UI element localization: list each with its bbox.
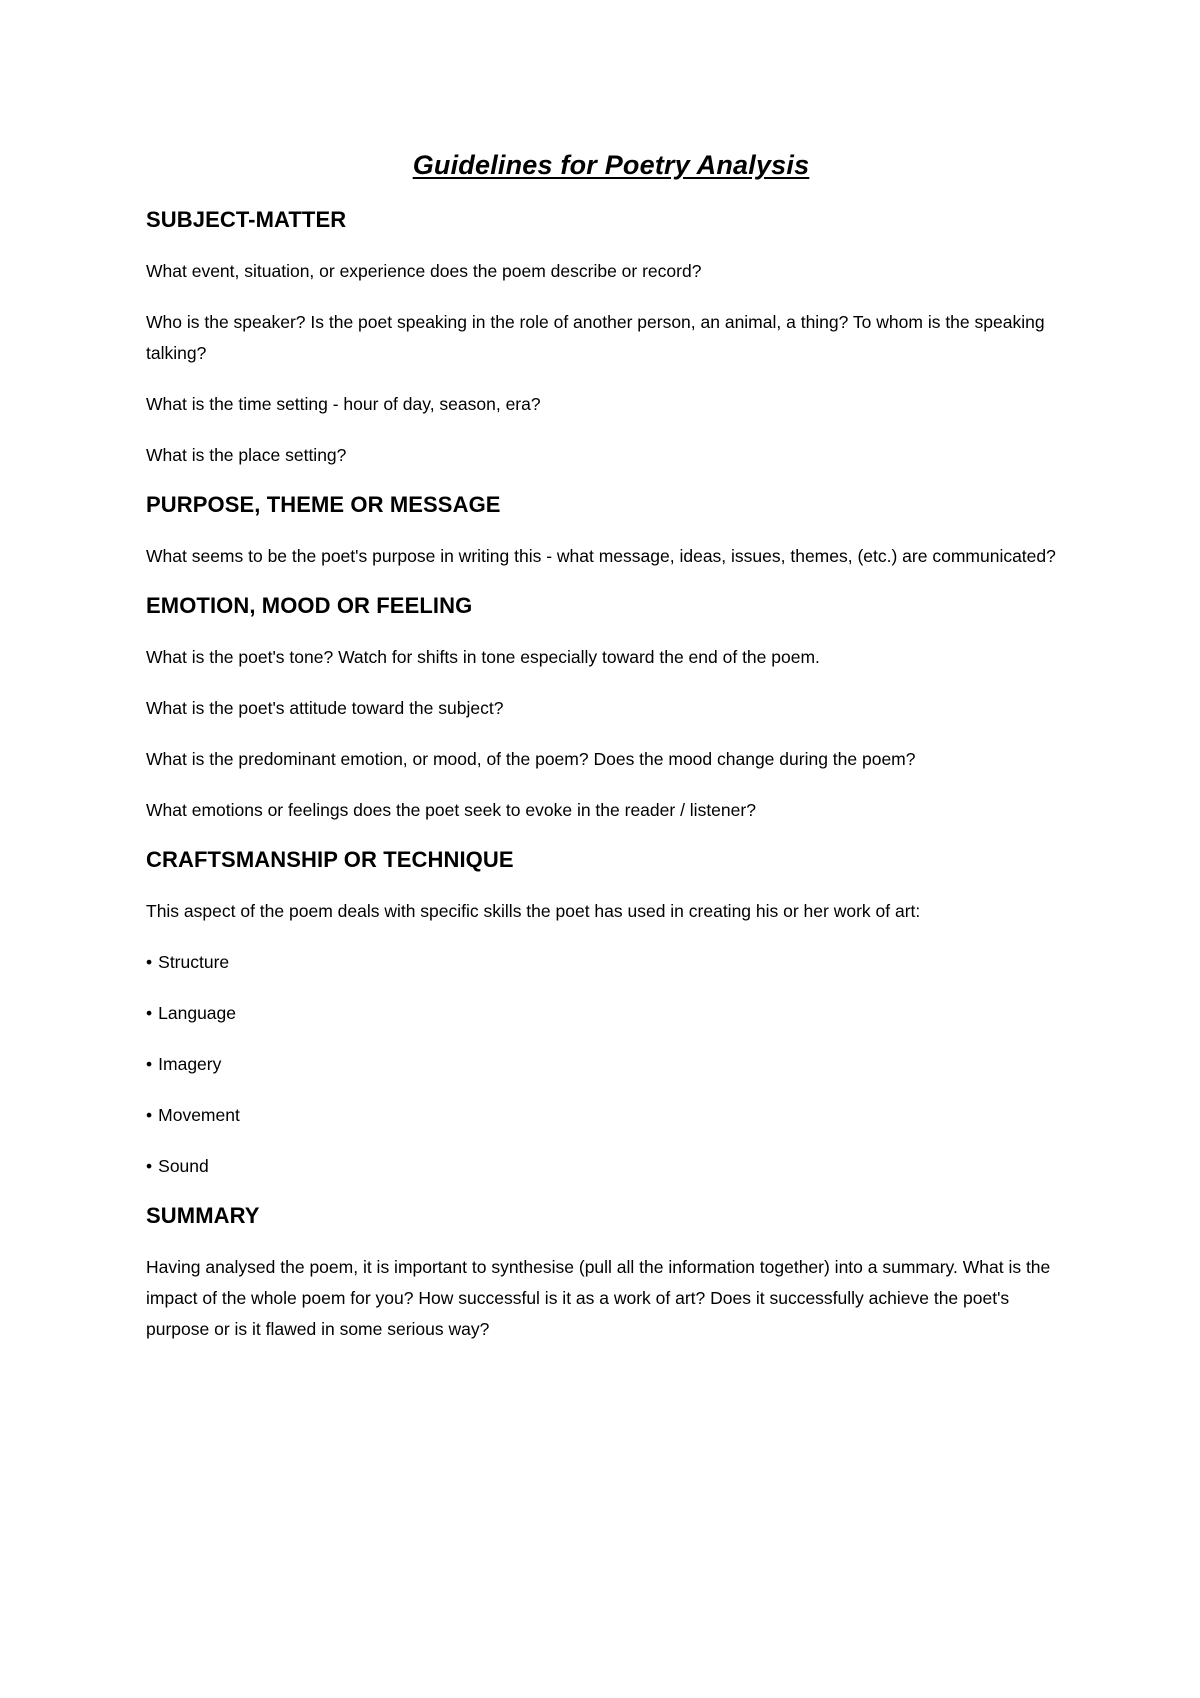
paragraph: What is the time setting - hour of day, season, era?	[146, 394, 541, 414]
list-item-label: Language	[158, 1003, 237, 1023]
bullet-icon: •	[146, 1054, 153, 1074]
paragraph: What is the place setting?	[146, 445, 347, 465]
paragraph: What is the poet's attitude toward the subject?	[146, 698, 504, 718]
section-heading: EMOTION, MOOD OR FEELING	[146, 593, 473, 618]
list-item	[146, 1151, 1076, 1182]
section-heading: CRAFTSMANSHIP OR TECHNIQUE	[146, 847, 514, 872]
paragraph: This aspect of the poem deals with specific skills the poet has used in creating his or her work of art:	[146, 901, 921, 921]
paragraph: What seems to be the poet's purpose in writing this - what message, ideas, issues, themes, (etc.) are communicated?	[146, 546, 1056, 566]
list-item-label: Structure	[158, 952, 230, 972]
list-item-label: Imagery	[158, 1054, 222, 1074]
bullet-icon: •	[146, 1003, 153, 1023]
technique-bullet-list	[146, 947, 1076, 1182]
document-title: Guidelines for Poetry Analysis	[412, 150, 810, 180]
bullet-icon: •	[146, 952, 153, 972]
section-purpose-theme-message	[146, 491, 1076, 572]
paragraph: What event, situation, or experience does the poem describe or record?	[146, 261, 702, 281]
list-item-label: Movement	[158, 1105, 240, 1125]
paragraph: What emotions or feelings does the poet seek to evoke in the reader / listener?	[146, 800, 756, 820]
bullet-icon: •	[146, 1105, 153, 1125]
list-item	[146, 998, 1076, 1029]
bullet-icon: •	[146, 1156, 153, 1176]
document-content	[146, 148, 1076, 1365]
list-item-label: Sound	[158, 1156, 209, 1176]
section-emotion-mood-feeling	[146, 592, 1076, 826]
list-item	[146, 947, 1076, 978]
list-item	[146, 1049, 1076, 1080]
section-craftsmanship-technique	[146, 846, 1076, 1182]
list-item	[146, 1100, 1076, 1131]
paragraph: What is the predominant emotion, or mood, of the poem? Does the mood change during the poem?	[146, 749, 916, 769]
paragraph: What is the poet's tone? Watch for shifts in tone especially toward the end of the poem.	[146, 647, 820, 667]
section-heading: SUMMARY	[146, 1203, 260, 1228]
paragraph: Having analysed the poem, it is important to synthesise (pull all the information together) into a summary. What is the impact of the whole poem for you? How successful is it as a work of art? Does it successfully achieve the poet's purpose or is it flawed in some serious way?	[146, 1257, 1051, 1339]
section-subject-matter	[146, 206, 1076, 471]
paragraph: Who is the speaker? Is the poet speaking in the role of another person, an animal, a thing? To whom is the speaking talking?	[146, 312, 1045, 363]
section-summary	[146, 1202, 1076, 1345]
section-heading: PURPOSE, THEME OR MESSAGE	[146, 492, 501, 517]
section-heading: SUBJECT-MATTER	[146, 207, 347, 232]
